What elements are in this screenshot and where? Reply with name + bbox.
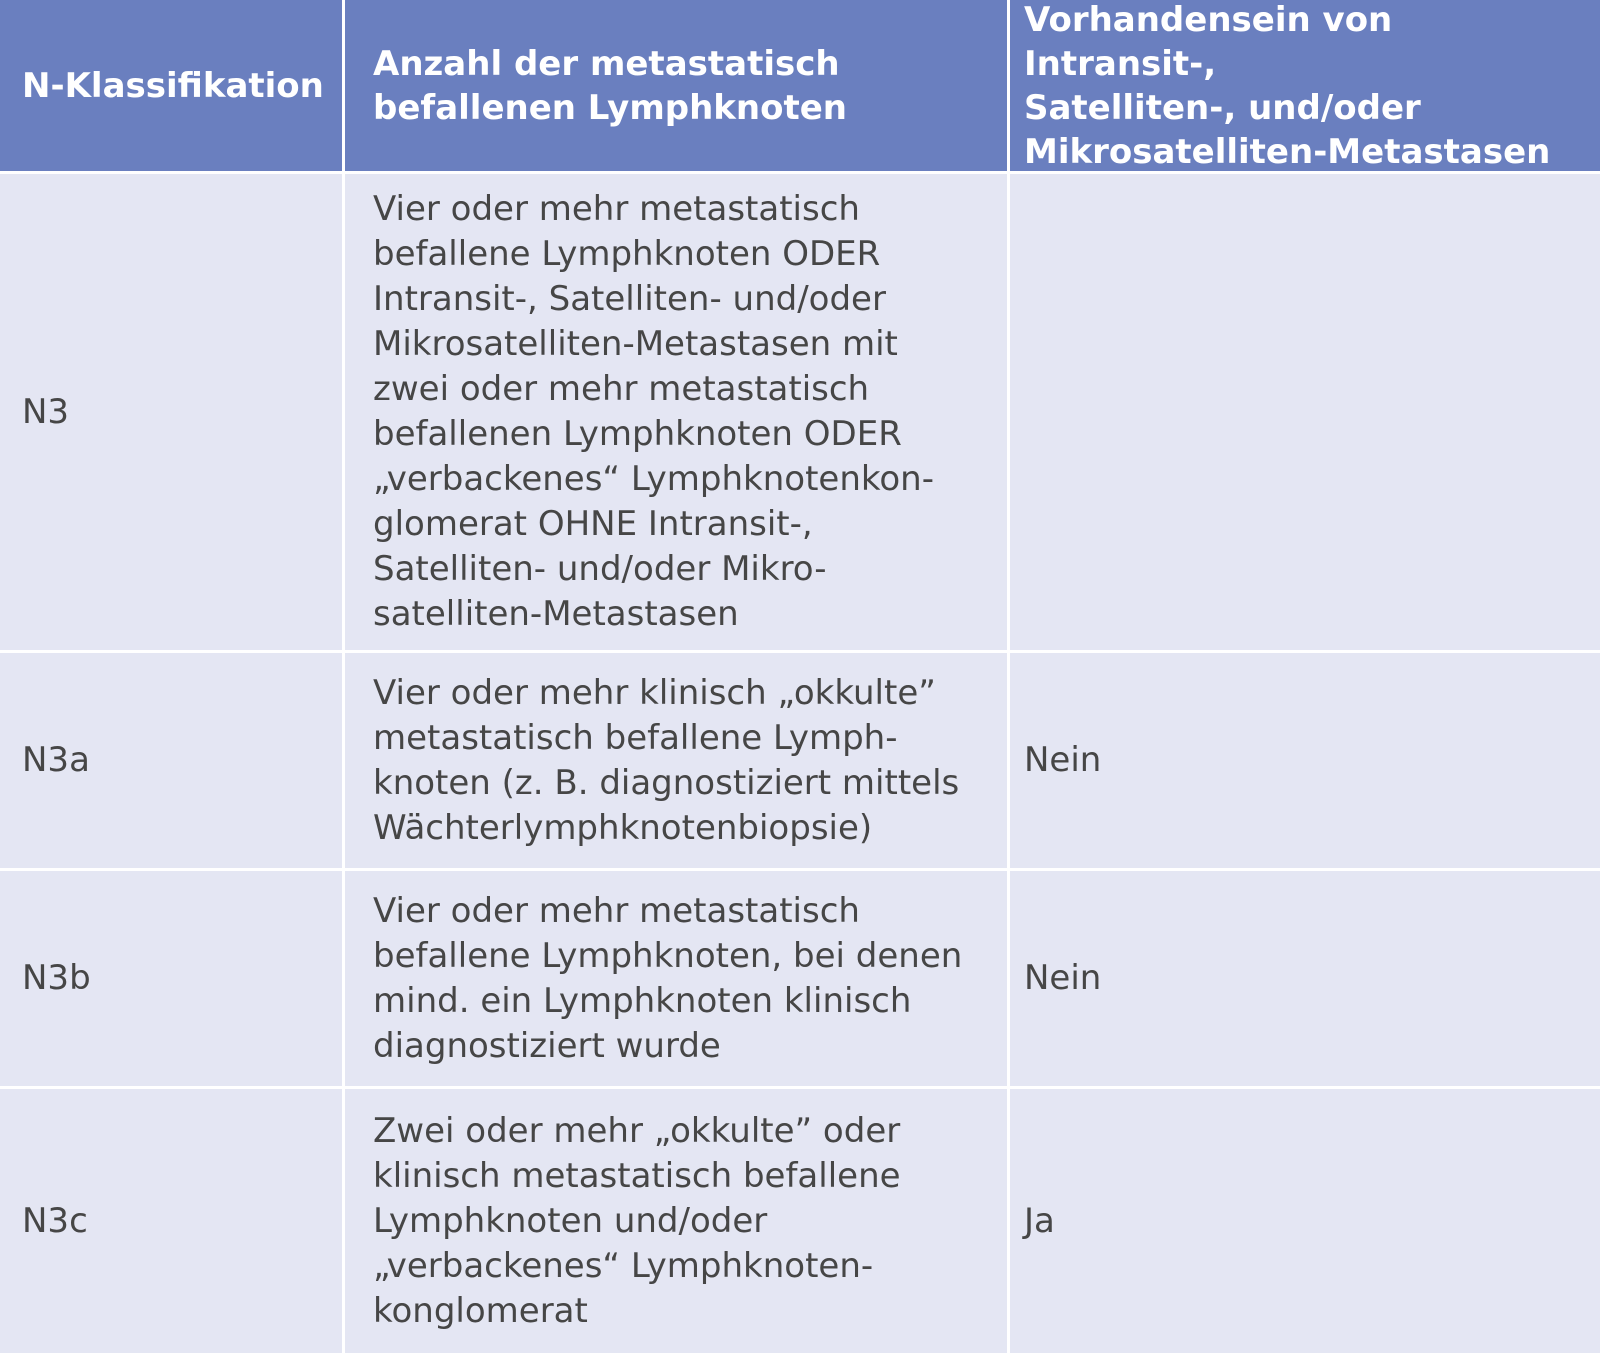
- cell-text: N3b: [22, 958, 91, 998]
- cell-text: Vier oder mehr metastatisch befallene Lymphknoten, bei denen mind. ein Lymphknoten klinisch diagnostiziert wurde: [373, 890, 963, 1066]
- cell-text: N3c: [22, 1200, 88, 1241]
- cell-anzahl-n3b: [345, 871, 1007, 1086]
- cell-klassifikation-n3: [0, 174, 342, 650]
- cell-klassifikation-n3b: [0, 871, 342, 1086]
- cell-vorhandensein-n3c: [1010, 1089, 1600, 1353]
- cell-klassifikation-n3a: [0, 653, 342, 868]
- cell-text: N3a: [22, 740, 90, 780]
- header-n-klassifikation: [0, 0, 342, 171]
- cell-vorhandensein-n3a: [1010, 653, 1600, 868]
- cell-text: Vier oder mehr metastatisch befallene Lymphknoten ODER Intransit-, Satelliten- und/oder Mikrosatelliten-Metastasen mit zwei oder mehr metastatisch befallenen Lymphknoten ODER „verbackenes“ Lymphknotenkon- glomerat OHNE Intransit-, Satelliten- und/oder Mikro- satelliten-Metastasen: [373, 189, 934, 634]
- cell-vorhandensein-n3b: [1010, 871, 1600, 1086]
- header-anzahl: [345, 0, 1007, 171]
- header-label: N-Klassifikation: [22, 65, 324, 106]
- header-vorhandensein: [1010, 0, 1600, 171]
- header-label: Vorhandensein von Intransit-, Satelliten-, und/oder Mikrosatelliten-Metastasen: [1024, 0, 1551, 171]
- cell-text: Nein: [1024, 740, 1102, 780]
- cell-anzahl-n3a: [345, 653, 1007, 868]
- header-label: Anzahl der metastatisch befallenen Lymphknoten: [373, 43, 847, 128]
- cell-anzahl-n3: [345, 174, 1007, 650]
- cell-text: Nein: [1024, 958, 1102, 998]
- cell-vorhandensein-n3: [1010, 174, 1600, 650]
- cell-text: Zwei oder mehr „okkulte” oder klinisch metastatisch befallene Lymphknoten und/oder „verbackenes“ Lymphknoten- konglomerat: [373, 1110, 901, 1331]
- cell-text: Ja: [1024, 1200, 1055, 1241]
- cell-anzahl-n3c: [345, 1089, 1007, 1353]
- cell-text: N3: [22, 391, 70, 432]
- cell-klassifikation-n3c: [0, 1089, 342, 1353]
- cell-text: Vier oder mehr klinisch „okkulte” metastatisch befallene Lymph- knoten (z. B. diagnostiziert mittels Wächterlymphknotenbiopsie): [373, 672, 960, 848]
